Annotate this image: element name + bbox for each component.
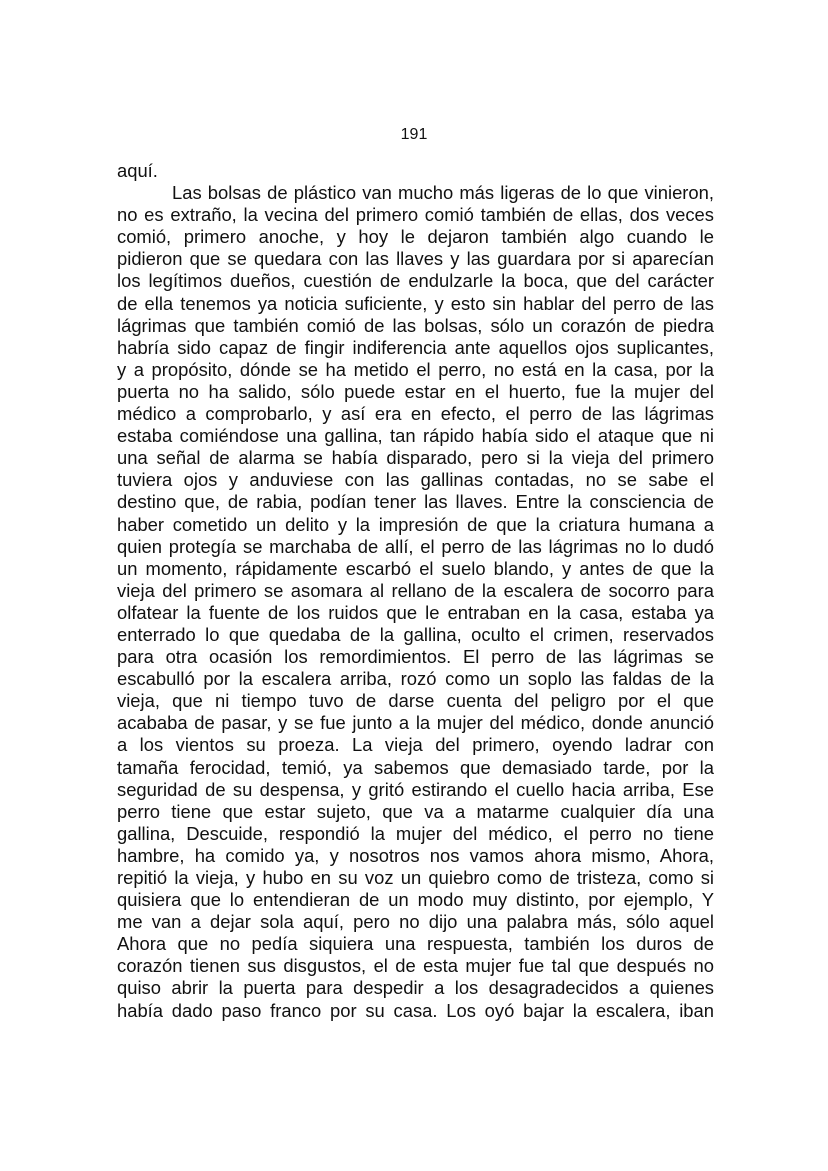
text-line: Las bolsas de plástico van mucho más ligeras de lo que vinieron, (172, 182, 714, 204)
body-text (117, 160, 714, 1022)
text-line: estaba comiéndose una gallina, tan rápido había sido el ataque que ni (117, 425, 714, 447)
text-line: un momento, rápidamente escarbó el suelo blando, y antes de que la (117, 557, 714, 579)
text-line: los legítimos dueños, cuestión de endulzarle la boca, que del carácter (117, 270, 714, 292)
text-line: Ahora que no pedía siquiera una respuesta, también los duros de (117, 933, 714, 955)
text-line: escabulló por la escalera arriba, rozó como un soplo las faldas de la (117, 668, 714, 690)
text-line: no es extraño, la vecina del primero comió también de ellas, dos veces (117, 204, 714, 226)
text-line: pidieron que se quedara con las llaves y las guardara por si aparecían (117, 248, 714, 270)
text-line: había dado paso franco por su casa. Los oyó bajar la escalera, iban (117, 999, 714, 1021)
text-line: me van a dejar sola aquí, pero no dijo una palabra más, sólo aquel (117, 911, 714, 933)
text-line: comió, primero anoche, y hoy le dejaron también algo cuando le (117, 226, 714, 248)
text-line: lágrimas que también comió de las bolsas, sólo un corazón de piedra (117, 314, 714, 336)
text-line: enterrado lo que quedaba de la gallina, oculto el crimen, reservados (117, 623, 714, 645)
text-line: médico a comprobarlo, y así era en efecto, el perro de las lágrimas (117, 403, 714, 425)
text-line: vieja del primero se asomara al rellano de la escalera de socorro para (117, 579, 714, 601)
text-line: vieja, que ni tiempo tuvo de darse cuenta del peligro por el que (117, 690, 714, 712)
text-line: gallina, Descuide, respondió la mujer del médico, el perro no tiene (117, 822, 714, 844)
text-line: acababa de pasar, y se fue junto a la mujer del médico, donde anunció (117, 712, 714, 734)
text-line: habría sido capaz de fingir indiferencia ante aquellos ojos suplicantes, (117, 336, 714, 358)
text-line: quiso abrir la puerta para despedir a los desagradecidos a quienes (117, 977, 714, 999)
text-line: destino que, de rabia, podían tener las llaves. Entre la consciencia de (117, 491, 714, 513)
text-line: hambre, ha comido ya, y nosotros nos vamos ahora mismo, Ahora, (117, 844, 714, 866)
text-line: tamaña ferocidad, temió, ya sabemos que demasiado tarde, por la (117, 756, 714, 778)
text-line: quien protegía se marchaba de allí, el perro de las lágrimas no lo dudó (117, 535, 714, 557)
text-line: y a propósito, dónde se ha metido el perro, no está en la casa, por la (117, 358, 714, 380)
text-line: de ella tenemos ya noticia suficiente, y esto sin hablar del perro de las (117, 292, 714, 314)
text-line: para otra ocasión los remordimientos. El perro de las lágrimas se (117, 646, 714, 668)
text-line: perro tiene que estar sujeto, que va a matarme cualquier día una (117, 800, 714, 822)
text-line: corazón tienen sus disgustos, el de esta mujer fue tal que después no (117, 955, 714, 977)
text-line: quisiera que lo entendieran de un modo muy distinto, por ejemplo, Y (117, 889, 714, 911)
text-line: repitió la vieja, y hubo en su voz un quiebro como de tristeza, como si (117, 867, 714, 888)
text-line: tuviera ojos y anduviese con las gallinas contadas, no se sabe el (117, 469, 714, 491)
text-line: aquí. (117, 160, 158, 181)
text-line: haber cometido un delito y la impresión de que la criatura humana a (117, 513, 714, 535)
text-line: una señal de alarma se había disparado, pero si la vieja del primero (117, 447, 714, 469)
text-line: seguridad de su despensa, y gritó estirando el cuello hacia arriba, Ese (117, 778, 714, 800)
text-line: puerta no ha salido, sólo puede estar en el huerto, fue la mujer del (117, 380, 714, 402)
text-line: olfatear la fuente de los ruidos que le entraban en la casa, estaba ya (117, 601, 714, 623)
page-number: 191 (400, 126, 428, 143)
text-line: a los vientos su proeza. La vieja del primero, oyendo ladrar con (117, 734, 714, 756)
